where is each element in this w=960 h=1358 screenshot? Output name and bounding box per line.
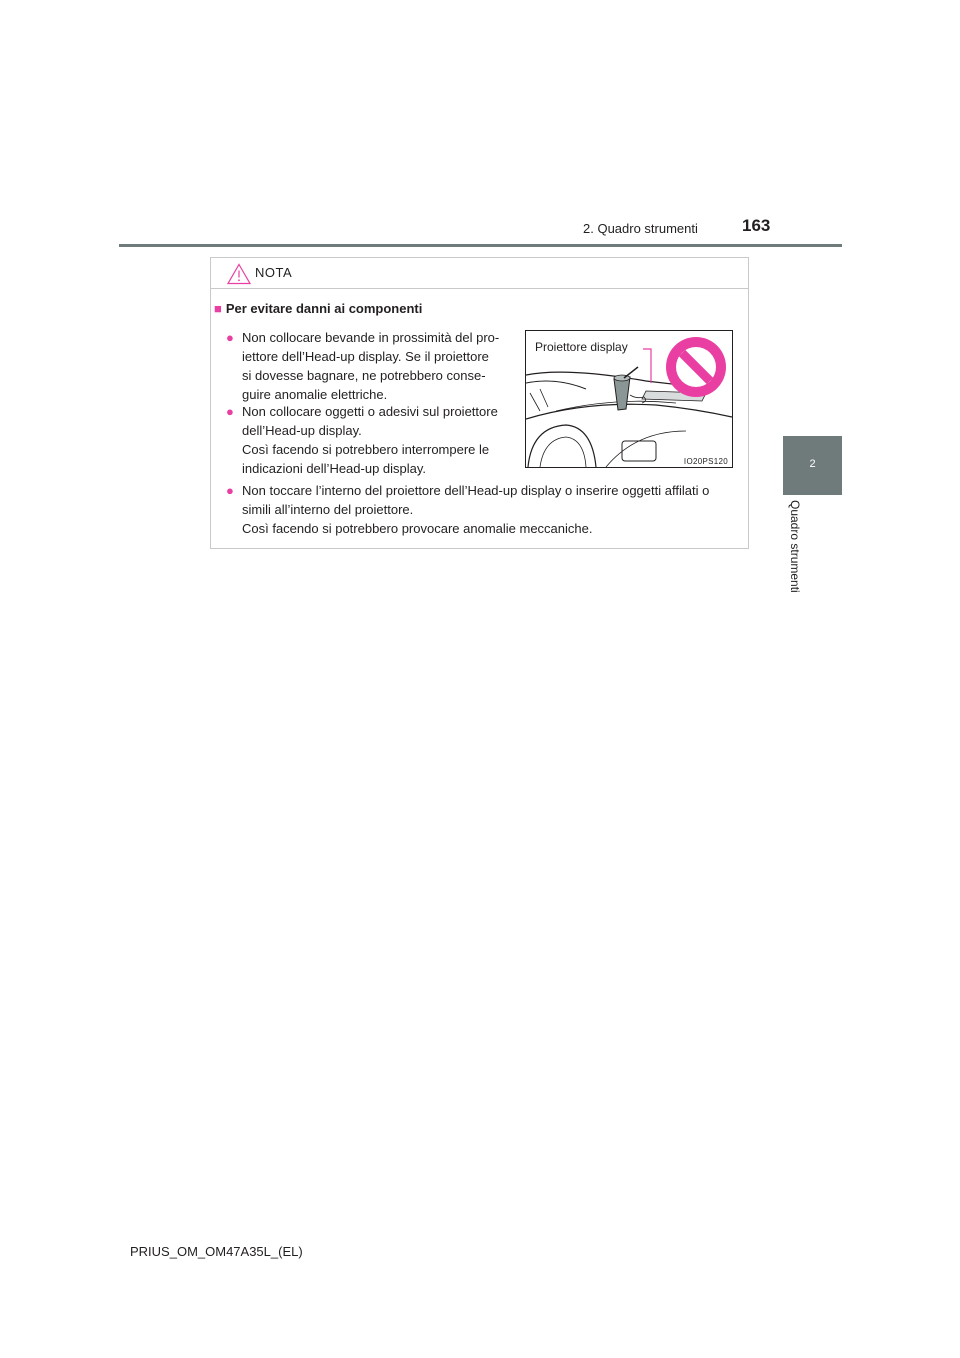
bullet-dot-icon: ● (226, 330, 234, 345)
bullet-line: Così facendo si potrebbero interrompere le (242, 442, 490, 457)
subheading (214, 301, 422, 316)
document-code: PRIUS_OM_OM47A35L_(EL) (130, 1244, 303, 1259)
illustration-label: Proiettore display (535, 340, 628, 354)
note-header (211, 258, 748, 289)
warning-icon (227, 263, 251, 285)
list-item (226, 328, 515, 404)
list-item (226, 402, 515, 478)
chapter-label: Quadro strumenti (788, 500, 802, 593)
section-title: 2. Quadro strumenti (583, 221, 698, 236)
bullet-line: indicazioni dell’Head-up display. (242, 461, 427, 476)
note-box (210, 257, 749, 549)
square-bullet-icon: ■ (214, 301, 222, 316)
subheading-text: Per evitare danni ai componenti (225, 301, 423, 316)
bullet-line: Non collocare bevande in prossimità del pro- (242, 330, 500, 345)
header-rule (119, 244, 842, 247)
bullet-dot-icon: ● (226, 404, 234, 419)
bullet-line: dell’Head-up display. (242, 423, 362, 438)
chapter-number: 2 (809, 458, 816, 470)
illustration (525, 330, 733, 468)
list-item (226, 481, 743, 538)
bullet-line: iettore dell’Head-up display. Se il proiettore (242, 349, 489, 364)
bullet-dot-icon: ● (226, 483, 234, 498)
bullet-line: si dovesse bagnare, ne potrebbero conse- (242, 368, 486, 383)
bullet-line: Così facendo si potrebbero provocare anomalie meccaniche. (242, 521, 593, 536)
bullet-line: guire anomalie elettriche. (242, 387, 388, 402)
illustration-code: IO20PS120 (683, 457, 728, 466)
bullet-line: simili all’interno del proiettore. (242, 502, 414, 517)
bullet-line: Non toccare l’interno del proiettore dell’Head-up display o inserire oggetti affilati o (242, 483, 710, 498)
page-number: 163 (742, 216, 771, 235)
bullet-line: Non collocare oggetti o adesivi sul proiettore (242, 404, 498, 419)
note-title: NOTA (255, 265, 293, 280)
chapter-tab (783, 436, 842, 495)
